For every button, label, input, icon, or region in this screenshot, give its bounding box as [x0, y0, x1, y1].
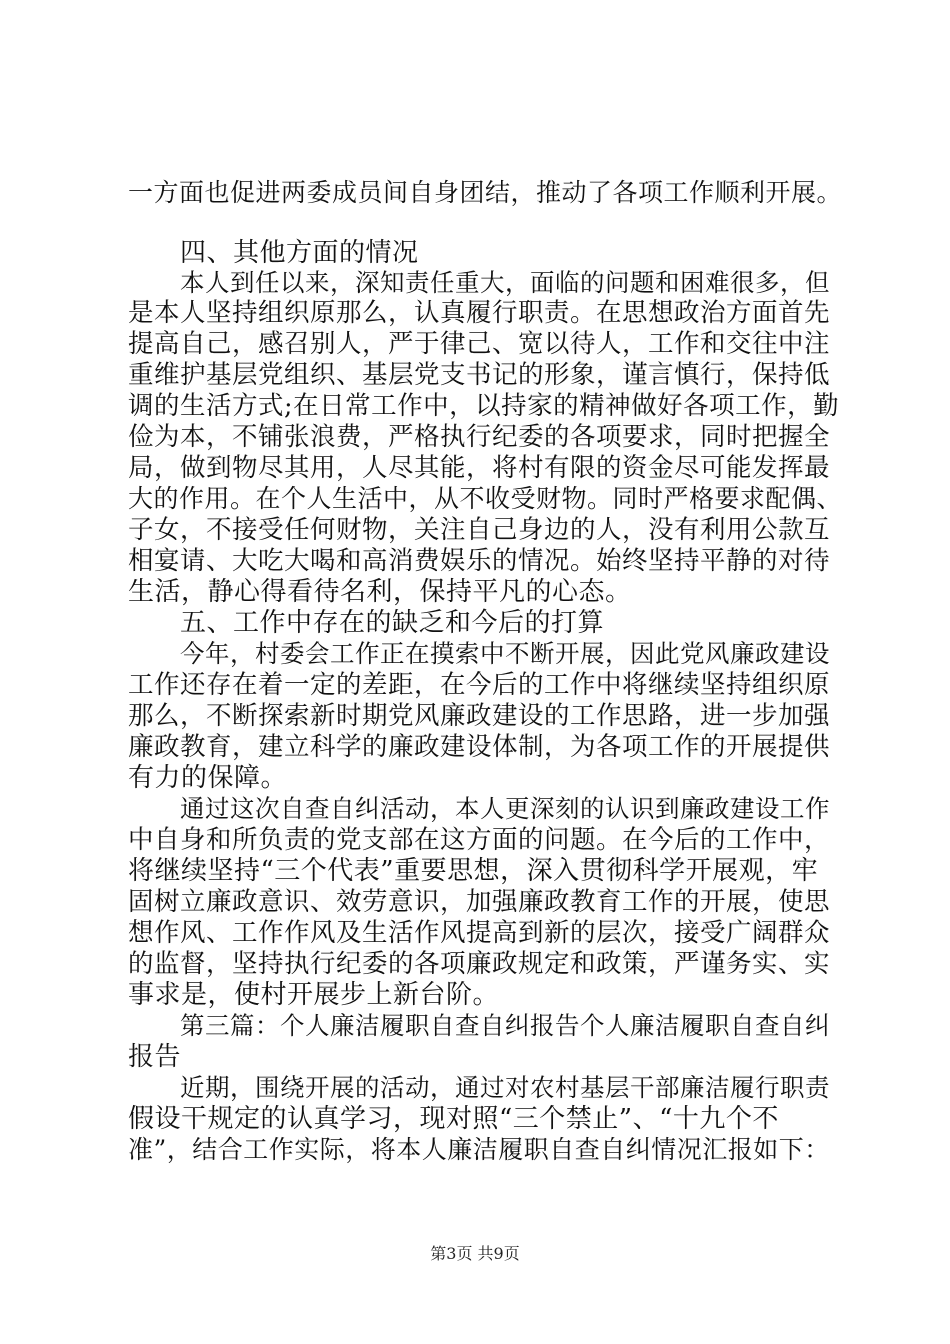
chapter-heading: 第三篇：个人廉洁履职自查自纠报告个人廉洁履职自查自纠	[180, 1011, 830, 1040]
body-line: 俭为本，不铺张浪费，严格执行纪委的各项要求，同时把握全	[128, 422, 831, 452]
body-line: 那么，不断探索新时期党风廉政建设的工作思路，进一步加强	[128, 701, 831, 731]
body-line: 事求是，使村开展步上新台阶。	[128, 980, 500, 1010]
body-line: 通过这次自查自纠活动，本人更深刻的认识到廉政建设工作	[180, 794, 830, 823]
body-line: 调的生活方式;在日常工作中，以持家的精神做好各项工作，勤	[128, 391, 840, 421]
body-line: 本人到任以来，深知责任重大，面临的问题和困难很多，但	[180, 268, 830, 297]
body-line: 局，做到物尽其用，人尽其能，将村有限的资金尽可能发挥最	[128, 453, 831, 483]
section-heading: 五、工作中存在的缺乏和今后的打算	[180, 608, 605, 638]
body-line: 想作风、工作作风及生活作风提高到新的层次，接受广阔群众	[128, 918, 831, 948]
body-line: 固树立廉政意识、效劳意识，加强廉政教育工作的开展，使思	[128, 887, 831, 917]
section-heading: 四、其他方面的情况	[180, 238, 419, 268]
body-line: 将继续坚持“三个代表”重要思想，深入贯彻科学开展观，牢	[128, 856, 819, 886]
body-line: 今年，村委会工作正在摸索中不断开展，因此党风廉政建设	[180, 639, 830, 668]
body-line: 重维护基层党组织、基层党支书记的形象，谨言慎行，保持低	[128, 360, 831, 390]
body-line: 的监督，坚持执行纪委的各项廉政规定和政策，严谨务实、实	[128, 949, 831, 979]
body-line: 相宴请、大吃大喝和高消费娱乐的情况。始终坚持平静的对待	[128, 546, 831, 576]
page-footer: 第3页 共9页	[430, 1244, 520, 1263]
body-line: 大的作用。在个人生活中，从不收受财物。同时严格要求配偶、	[128, 484, 843, 513]
body-line: 假设干规定的认真学习，现对照“三个禁止”、“十九个不	[128, 1104, 779, 1134]
body-line: 一方面也促进两委成员间自身团结，推动了各项工作顺利开展。	[128, 178, 843, 207]
body-line: 提高自己，感召别人，严于律己、宽以待人，工作和交往中注	[128, 329, 831, 359]
chapter-heading: 报告	[128, 1042, 182, 1072]
body-line: 子女，不接受任何财物，关注自己身边的人，没有利用公款互	[128, 515, 831, 545]
body-line: 中自身和所负责的党支部在这方面的问题。在今后的工作中，	[128, 825, 831, 855]
body-line: 工作还存在着一定的差距，在今后的工作中将继续坚持组织原	[128, 670, 831, 700]
body-line: 廉政教育，建立科学的廉政建设体制，为各项工作的开展提供	[128, 732, 831, 762]
body-line: 有力的保障。	[128, 763, 288, 793]
body-line: 准”，结合工作实际，将本人廉洁履职自查自纠情况汇报如下：	[128, 1135, 830, 1164]
body-line: 近期，围绕开展的活动，通过对农村基层干部廉洁履行职责	[180, 1073, 830, 1102]
body-line: 生活，静心得看待名利，保持平凡的心态。	[128, 577, 632, 607]
body-line: 是本人坚持组织原那么，认真履行职责。在思想政治方面首先	[128, 298, 831, 328]
